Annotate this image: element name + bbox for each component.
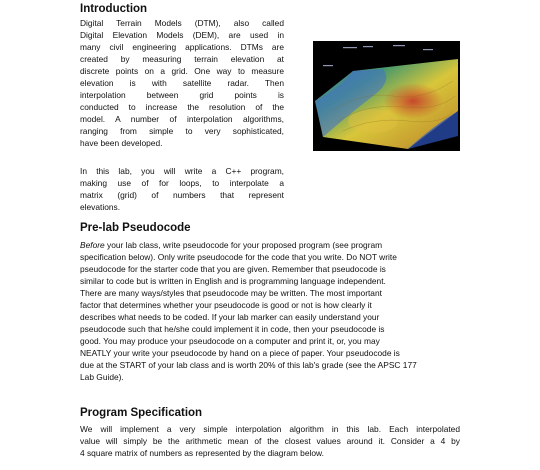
prelab-line: similar to code but is written in English and is programming language independent. bbox=[80, 276, 386, 286]
intro-line: interpolation between grid points is bbox=[80, 90, 284, 100]
spec-heading: Program Specification bbox=[80, 407, 203, 419]
intro-line: Digital Elevation Models (DEM), are used in bbox=[80, 30, 284, 40]
intro-line: have been developed. bbox=[80, 138, 163, 148]
prelab-line bbox=[80, 239, 460, 251]
spec-paragraph bbox=[80, 423, 460, 459]
intro-line: created by measuring terrain elevation at bbox=[80, 54, 284, 64]
prelab-line: good. You may produce your pseudocode on a computer and print it, or, you may bbox=[80, 336, 380, 346]
intro-line: conducted to increase the resolution of the bbox=[80, 102, 284, 112]
intro-heading: Introduction bbox=[80, 3, 148, 15]
spec-line: We will implement a very simple interpolation algorithm in this lab. Each interpolated bbox=[80, 424, 460, 434]
intro-line: ranging from simple to very sophisticated, bbox=[80, 126, 284, 136]
lab-line: matrix (grid) of numbers that represent bbox=[80, 190, 284, 200]
prelab-line: pseudocode for the starter code that you are given. Remember that pseudocode is bbox=[80, 264, 386, 274]
lab-line: making use of for loops, to interpolate a bbox=[80, 178, 284, 188]
prelab-line: pseudocode such that he/she could implement it in code, then your pseudocode is bbox=[80, 324, 385, 334]
prelab-line-text: your lab class, write pseudocode for your proposed program (see program bbox=[104, 240, 383, 250]
intro-line: discrete points on a grid. One way to measure bbox=[80, 66, 284, 76]
intro-line: Digital Terrain Models (DTM), also called bbox=[80, 18, 284, 28]
intro-line: elevation is with satellite radar. Then bbox=[80, 78, 284, 88]
lab-paragraph bbox=[80, 165, 284, 213]
terrain-image bbox=[313, 41, 460, 151]
intro-paragraph bbox=[80, 17, 284, 149]
terrain-3d-surface-render-icon bbox=[313, 41, 460, 151]
spec-line: value will simply be the arithmetic mean of the closest values around it. Consider a 4 by bbox=[80, 436, 460, 446]
intro-line: many civil engineering applications. DTMs are bbox=[80, 42, 284, 52]
prelab-line: There are many ways/styles that pseudocode may be written. The most important bbox=[80, 288, 382, 298]
lab-line: In this lab, you will write a C++ program, bbox=[80, 166, 284, 176]
prelab-line: NEATLY your write your pseudocode by hand on a piece of paper. Your pseudocode is bbox=[80, 348, 400, 358]
prelab-line: describes what needs to be coded. If your lab marker can easily understand your bbox=[80, 312, 380, 322]
prelab-line: Lab Guide). bbox=[80, 372, 124, 382]
intro-line: model. A number of interpolation algorithms, bbox=[80, 114, 284, 124]
prelab-paragraph bbox=[80, 239, 460, 383]
prelab-line: specification below). Only write pseudocode for the code that you write. Do NOT write bbox=[80, 252, 397, 262]
prelab-line: due at the START of your lab class and is worth 20% of this lab's grade (see the APSC 177 bbox=[80, 360, 417, 370]
prelab-heading: Pre-lab Pseudocode bbox=[80, 222, 191, 234]
spec-line: 4 square matrix of numbers as represented by the diagram below. bbox=[80, 448, 324, 458]
before-emphasis: Before bbox=[80, 240, 105, 250]
prelab-line: factor that determines whether your pseudocode is good or not is how clearly it bbox=[80, 300, 372, 310]
lab-line: elevations. bbox=[80, 202, 121, 212]
